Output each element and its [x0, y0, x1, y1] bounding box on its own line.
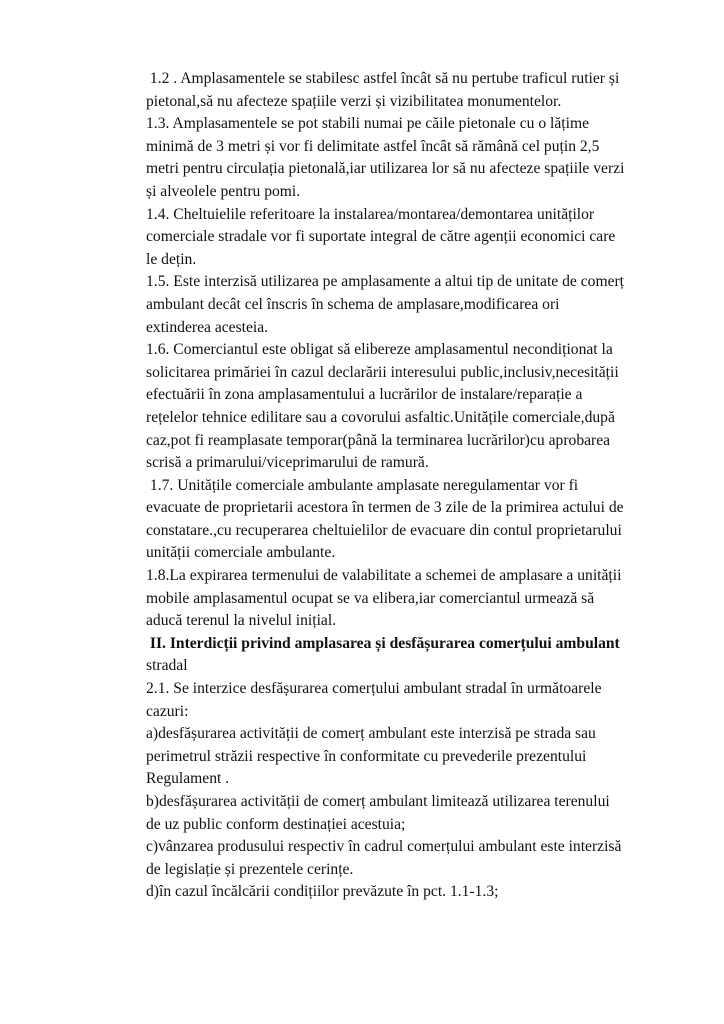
text-line: 1.4. Cheltuielile referitoare la instalarea/montarea/demontarea unităților [146, 205, 595, 223]
text-line: Regulament . [146, 770, 230, 788]
text-line: ambulant decât cel înscris în schema de amplasare,modificarea ori [146, 295, 560, 313]
text-line: 1.8.La expirarea termenului de valabilitate a schemei de amplasare a unității [146, 567, 622, 585]
text-line: a)desfășurarea activității de comerț ambulant este interzisă pe strada sau [146, 725, 596, 743]
text-line: stradal [146, 657, 188, 675]
text-line: 1.2 . Amplasamentele se stabilesc astfel încât să nu pertube traficul rutier și [146, 70, 620, 87]
text-line: 1.6. Comerciantul este obligat să elibereze amplasamentul necondiționat la [146, 341, 613, 359]
text-line: evacuate de proprietarii acestora în termen de 3 zile de la primirea actului de [146, 499, 624, 517]
text-line: c)vânzarea produsului respectiv în cadrul comerțului ambulant este interzisă [146, 838, 622, 856]
text-line: unității comerciale ambulante. [146, 544, 336, 562]
text-line: aducă terenul la nivelul inițial. [146, 612, 337, 630]
section-heading: II. Interdicții privind amplasarea și desfășurarea comerțului ambulant [146, 634, 620, 652]
text-line: extinderea acesteia. [146, 318, 269, 336]
text-line: perimetrul străzii respective în conformitate cu prevederile prezentului [146, 747, 587, 765]
text-line: metri pentru circulația pietonală,iar utilizarea lor să nu afecteze spațiile verzi [146, 160, 625, 178]
text-line: d)în cazul încălcării condițiilor prevăzute în pct. 1.1-1.3; [146, 883, 499, 901]
text-line: rețelelor tehnice edilitare sau a covorului asfaltic.Unitățile comerciale,după [146, 408, 615, 426]
text-line: minimă de 3 metri și vor fi delimitate astfel încât să rămână cel puțin 2,5 [146, 137, 600, 155]
text-line: efectuării în zona amplasamentului a lucrărilor de instalare/reparație a [146, 386, 583, 404]
text-line: de uz public conform destinației acestuia; [146, 815, 406, 833]
text-line: b)desfășurarea activității de comerț ambulant limitează utilizarea terenului [146, 793, 610, 810]
text-line: scrisă a primarului/viceprimarului de ramură. [146, 454, 429, 472]
text-line: 1.3. Amplasamentele se pot stabili numai pe căile pietonale cu o lățime [146, 115, 589, 133]
regulation-text [146, 68, 676, 904]
text-line: 1.5. Este interzisă utilizarea pe amplasamente a altui tip de unitate de comerț [146, 273, 625, 291]
text-line: constatare.,cu recuperarea cheltuielilor de evacuare din contul proprietarului [146, 521, 622, 539]
text-line: de legislație și prezentele cerințe. [146, 860, 354, 878]
text-line: solicitarea primăriei în cazul declarării interesului public,inclusiv,necesității [146, 363, 619, 381]
text-line: caz,pot fi reamplasate temporar(până la terminarea lucrărilor)cu aprobarea [146, 431, 611, 449]
text-line: comerciale stradale vor fi suportate integral de către agenții economici care [146, 228, 616, 246]
text-line: le dețin. [146, 250, 197, 268]
text-line: mobile amplasamentul ocupat se va elibera,iar comerciantul urmează să [146, 589, 595, 607]
text-line: cazuri: [146, 702, 189, 720]
text-line: 2.1. Se interzice desfășurarea comerțului ambulant stradal în următoarele [146, 680, 602, 698]
text-line: pietonal,să nu afecteze spațiile verzi și vizibilitatea monumentelor. [146, 92, 562, 110]
text-line: 1.7. Unitățile comerciale ambulante amplasate neregulamentar vor fi [146, 476, 579, 494]
text-line: și alveolele pentru pomi. [146, 182, 301, 200]
